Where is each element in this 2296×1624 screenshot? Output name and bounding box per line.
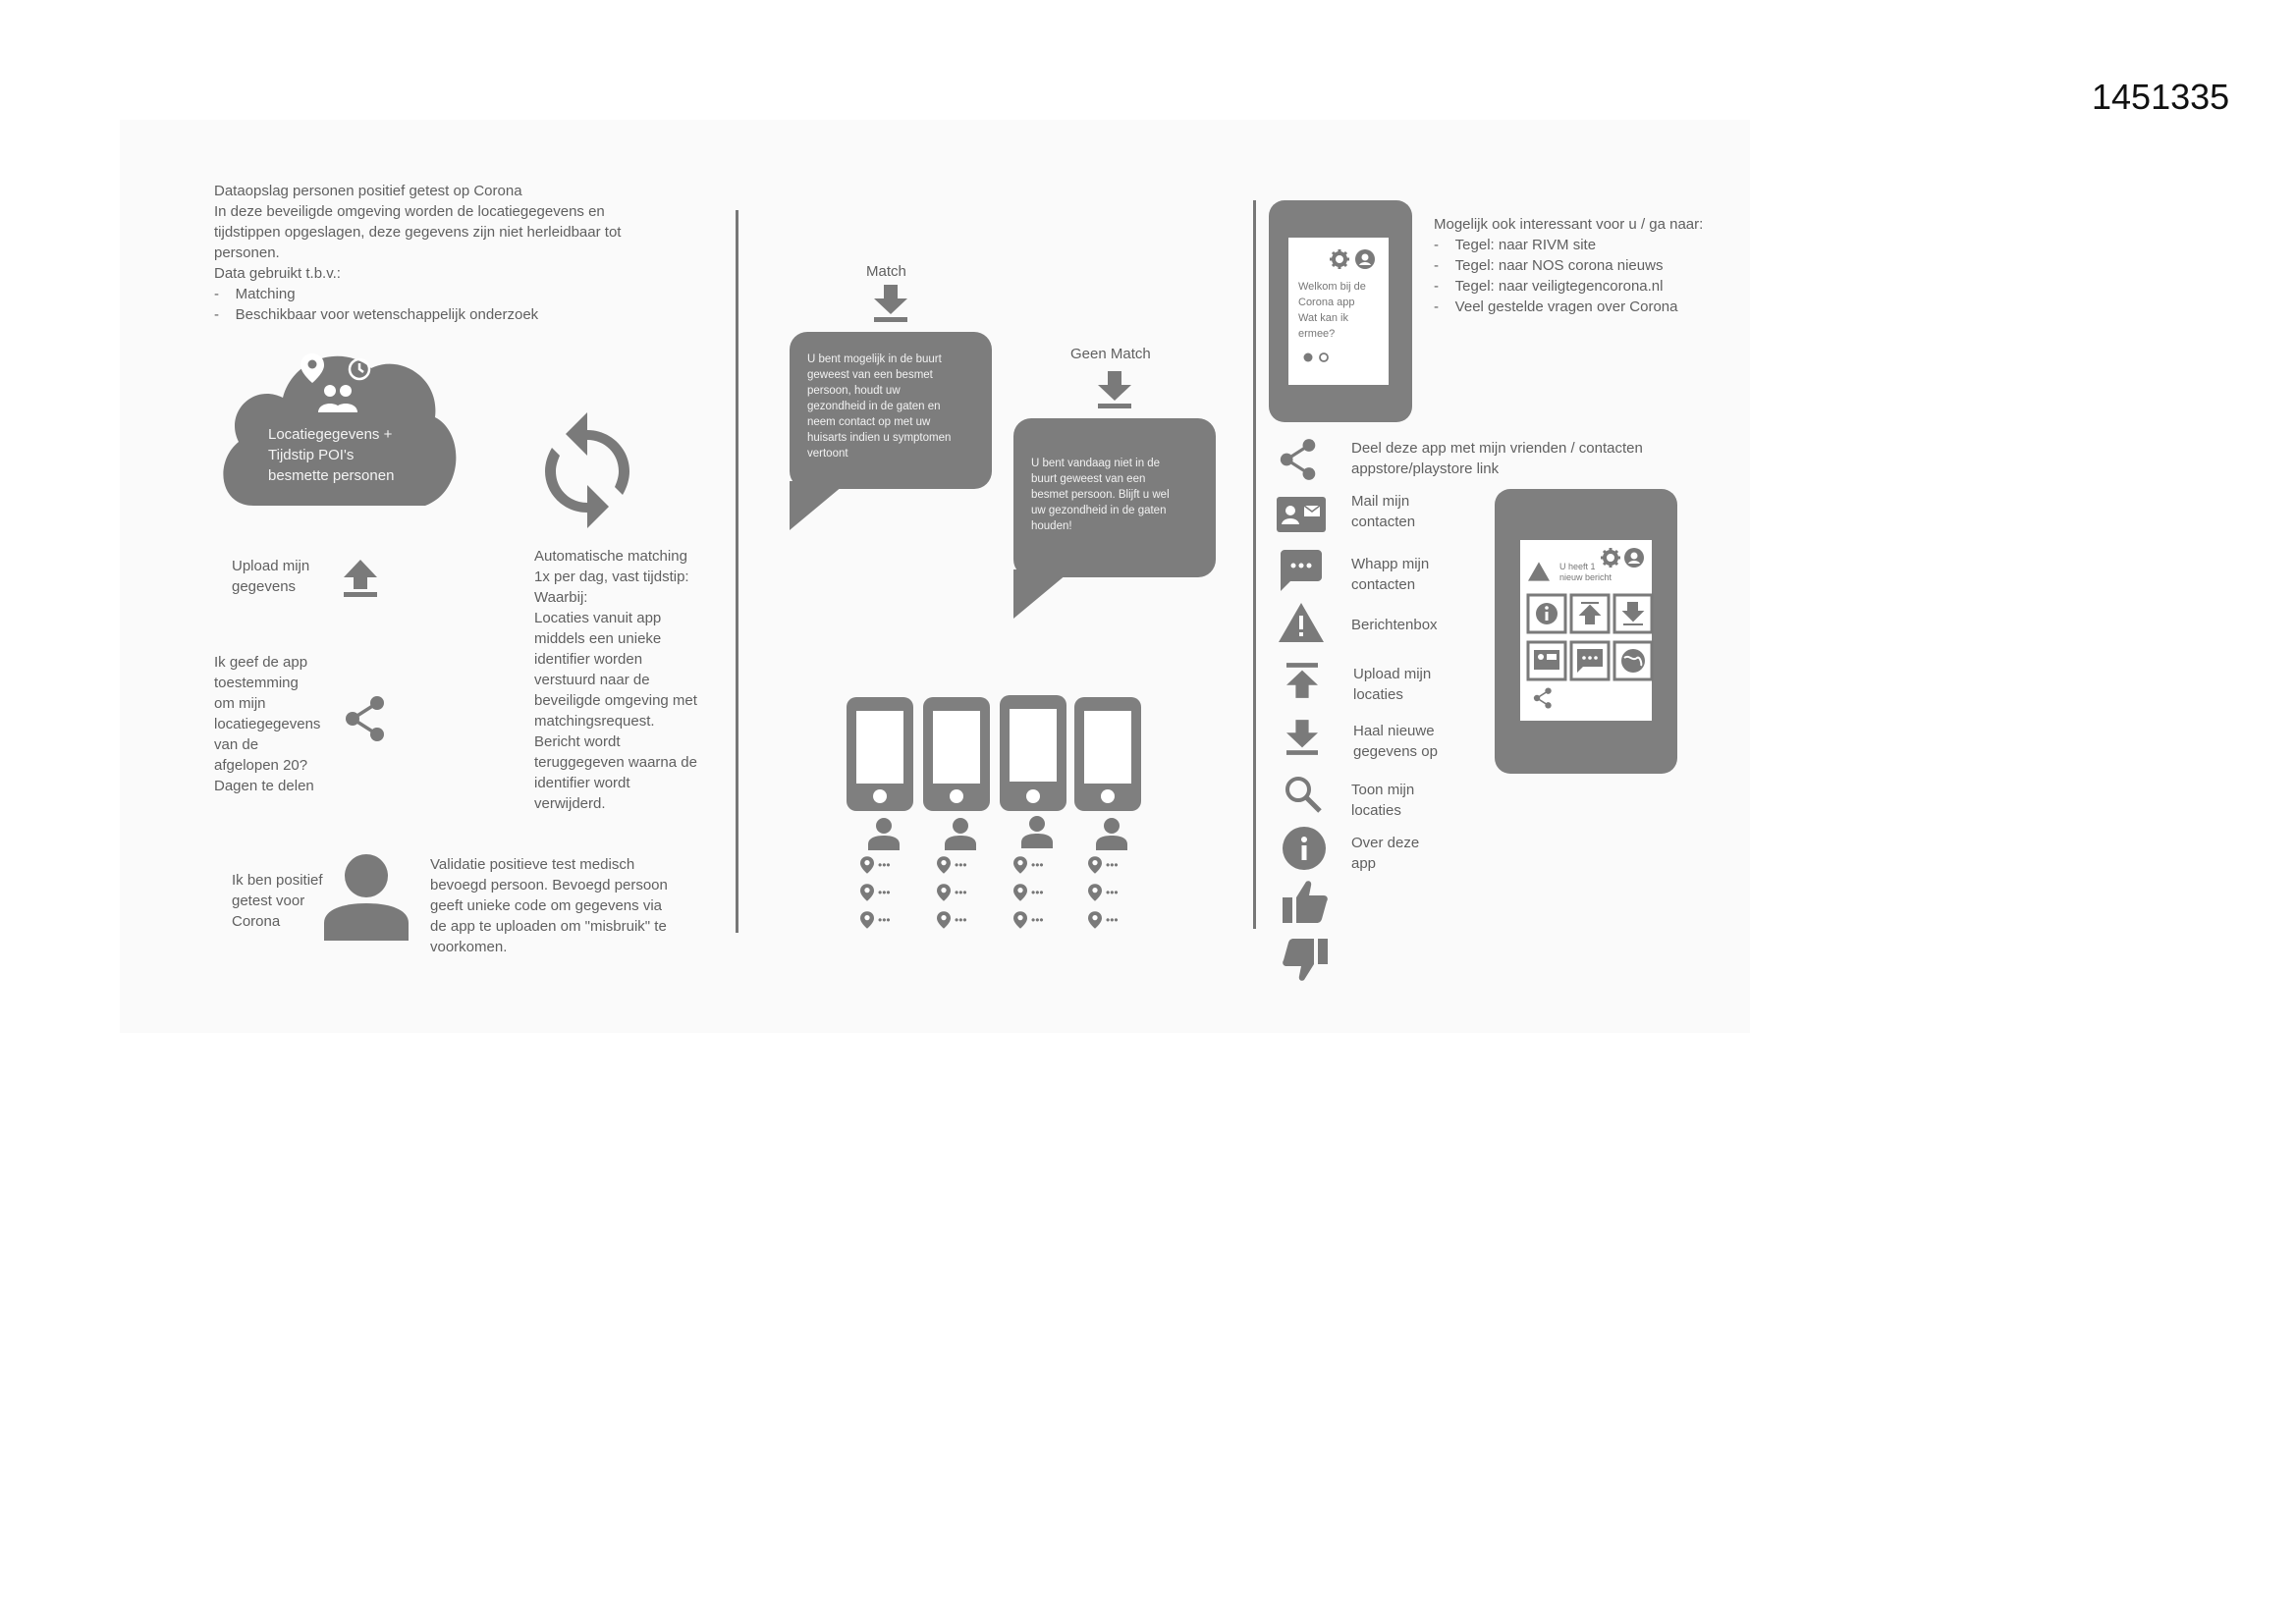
bubble-tail: [1013, 569, 1072, 619]
info-icon: [1283, 827, 1326, 870]
intro-line: In deze beveiligde omgeving worden de locatiegegevens en: [214, 203, 605, 220]
ellipsis-dots: •••: [1106, 858, 1119, 872]
pager-dots-icon: [1302, 352, 1334, 363]
about-line: Over deze: [1351, 835, 1420, 851]
share-line: appstore/playstore link: [1351, 460, 1500, 477]
share-line: Deel deze app met mijn vrienden / contacten: [1351, 440, 1643, 457]
download-arrow-icon: [1098, 371, 1131, 408]
phone-icon: [1000, 695, 1066, 811]
match-message-line: vertoont: [807, 448, 848, 460]
match-message-line: U bent mogelijk in de buurt: [807, 353, 942, 365]
phone-icon: [847, 697, 913, 811]
cloud-label-line: besmette personen: [268, 467, 395, 484]
mail-line: contacten: [1351, 514, 1416, 530]
no-match-message-line: buurt geweest van een: [1031, 473, 1146, 485]
phone-notice-line: U heeft 1: [1559, 562, 1596, 571]
intro-bullet: - Beschikbaar voor wetenschappelijk onderzoek: [214, 304, 621, 325]
location-pin-row: [1088, 884, 1119, 901]
location-pin-icon: [860, 884, 874, 901]
consent-text: [214, 652, 320, 796]
ellipsis-dots: •••: [1031, 913, 1044, 927]
share-text: [1351, 438, 1643, 479]
welcome-line: Welkom bij de: [1298, 281, 1366, 293]
location-pin-row: [860, 911, 891, 929]
upload-label: [232, 556, 309, 597]
location-pin-row: [937, 856, 967, 874]
warning-icon: [1279, 603, 1324, 642]
welcome-text: [1298, 279, 1366, 342]
thumbs-down-icon: [1283, 939, 1328, 982]
matching-line: Locaties vanuit app: [534, 610, 662, 626]
interest-item: - Tegel: naar NOS corona nieuws: [1434, 255, 1703, 276]
location-pin-icon: [1088, 911, 1102, 929]
validation-line: Validatie positieve test medisch: [430, 856, 635, 873]
clock-icon: [348, 357, 371, 381]
ellipsis-dots: •••: [878, 913, 891, 927]
divider-left: [736, 210, 738, 933]
location-pin-icon: [301, 353, 324, 383]
download-line: gegevens op: [1353, 743, 1438, 760]
ellipsis-dots: •••: [1031, 858, 1044, 872]
cloud-label-line: Locatiegegevens +: [268, 426, 393, 443]
validation-line: bevoegd persoon. Bevoegd persoon: [430, 877, 668, 893]
person-icon: [324, 852, 409, 941]
share-icon: [1279, 438, 1318, 481]
matching-line: 1x per dag, vast tijdstip:: [534, 568, 689, 585]
people-icon: [316, 383, 359, 412]
show-locations-line: Toon mijn: [1351, 782, 1415, 798]
location-pin-row: [937, 911, 967, 929]
upload-locations-text: [1353, 664, 1431, 705]
match-message-line: persoon, houdt uw: [807, 385, 901, 397]
about-text: [1351, 833, 1419, 874]
phone-icon: [923, 697, 990, 811]
no-match-message-line: uw gezondheid in de gaten: [1031, 505, 1167, 516]
mail-text: [1351, 491, 1415, 532]
upload-icon: [1286, 662, 1318, 699]
cloud-label: [268, 424, 394, 486]
matching-line: verwijderd.: [534, 795, 606, 812]
ellipsis-dots: •••: [955, 913, 967, 927]
no-match-message-bubble: [1013, 418, 1216, 577]
ellipsis-dots: •••: [1106, 886, 1119, 899]
matching-description: [534, 546, 697, 814]
warning-icon: [1528, 562, 1550, 581]
bubble-tail: [790, 481, 848, 530]
positive-line: getest voor: [232, 893, 305, 909]
validation-line: de app te uploaden om "misbruik" te: [430, 918, 667, 935]
match-message-line: geweest van een besmet: [807, 369, 933, 381]
location-pin-row: [860, 856, 891, 874]
match-message-bubble: [790, 332, 992, 489]
location-pin-row: [1013, 911, 1044, 929]
consent-line: afgelopen 20?: [214, 757, 308, 774]
consent-line: Dagen te delen: [214, 778, 314, 794]
download-line: Haal nieuwe: [1353, 723, 1435, 739]
whapp-line: Whapp mijn: [1351, 556, 1430, 572]
no-match-message-line: U bent vandaag niet in de: [1031, 458, 1161, 469]
intro-bullet: - Matching: [214, 284, 621, 304]
location-pin-row: [1013, 856, 1044, 874]
location-pin-icon: [1088, 884, 1102, 901]
show-locations-line: locaties: [1351, 802, 1401, 819]
divider-right: [1253, 200, 1256, 929]
location-pin-icon: [937, 884, 951, 901]
whapp-text: [1351, 554, 1429, 595]
validation-line: voorkomen.: [430, 939, 508, 955]
welcome-line: Corona app: [1298, 297, 1355, 308]
document-number: 1451335: [2092, 77, 2230, 117]
location-pin-row: [1088, 911, 1119, 929]
interest-item: - Tegel: naar RIVM site: [1434, 235, 1703, 255]
tile-grid: [1526, 593, 1654, 681]
upload-locations-line: locaties: [1353, 686, 1403, 703]
no-match-message-line: houden!: [1031, 520, 1072, 532]
location-pin-icon: [860, 911, 874, 929]
matching-line: Bericht wordt: [534, 733, 621, 750]
whapp-line: contacten: [1351, 576, 1416, 593]
ellipsis-dots: •••: [1031, 886, 1044, 899]
interest-item: - Tegel: naar veiligtegencorona.nl: [1434, 276, 1703, 297]
matching-line: Automatische matching: [534, 548, 687, 565]
ellipsis-dots: •••: [878, 858, 891, 872]
positive-label: [232, 870, 323, 932]
phone-icon: [1074, 697, 1141, 811]
positive-line: Ik ben positief: [232, 872, 323, 889]
intro-title: Dataopslag personen positief getest op Corona: [214, 183, 522, 199]
mail-line: Mail mijn: [1351, 493, 1410, 510]
ellipsis-dots: •••: [955, 886, 967, 899]
user-icon: [1096, 817, 1127, 850]
consent-line: toestemming: [214, 675, 299, 691]
match-message-line: huisarts indien u symptomen: [807, 432, 952, 444]
gear-icon: [1601, 548, 1620, 568]
account-icon: [1355, 249, 1375, 269]
location-pin-row: [860, 884, 891, 901]
matching-line: middels een unieke: [534, 630, 662, 647]
matching-line: identifier worden: [534, 651, 643, 668]
show-locations-text: [1351, 780, 1414, 821]
user-icon: [945, 817, 976, 850]
contact-mail-icon: [1277, 497, 1326, 532]
location-pin-icon: [937, 911, 951, 929]
location-pin-row: [1013, 884, 1044, 901]
ellipsis-dots: •••: [955, 858, 967, 872]
upload-icon: [344, 560, 377, 597]
no-match-message-line: besmet persoon. Blijft u wel: [1031, 489, 1170, 501]
chat-icon: [1281, 550, 1322, 591]
search-icon: [1285, 776, 1322, 813]
match-label: Match: [866, 263, 906, 280]
intro-line: personen.: [214, 244, 280, 261]
match-message-line: neem contact op met uw: [807, 416, 931, 428]
location-pin-row: [1088, 856, 1119, 874]
location-pin-icon: [1013, 856, 1027, 874]
validation-text: [430, 854, 668, 957]
gear-icon: [1330, 249, 1349, 269]
download-arrow-icon: [874, 285, 907, 322]
intro-line: Data gebruikt t.b.v.:: [214, 265, 341, 282]
welcome-line: Wat kan ik: [1298, 312, 1348, 324]
location-pin-icon: [1013, 911, 1027, 929]
no-match-label: Geen Match: [1070, 346, 1151, 362]
consent-line: locatiegegevens: [214, 716, 321, 732]
account-icon: [1624, 548, 1644, 568]
consent-line: Ik geef de app: [214, 654, 308, 671]
positive-line: Corona: [232, 913, 281, 930]
user-icon: [1021, 815, 1053, 848]
matching-line: beveiligde omgeving met: [534, 692, 697, 709]
cloud-label-line: Tijdstip POI's: [268, 447, 355, 463]
matching-line: Waarbij:: [534, 589, 588, 606]
upload-locations-line: Upload mijn: [1353, 666, 1432, 682]
welcome-line: ermee?: [1298, 328, 1336, 340]
about-line: app: [1351, 855, 1377, 872]
location-pin-icon: [1013, 884, 1027, 901]
validation-line: geeft unieke code om gegevens via: [430, 897, 662, 914]
match-message-line: gezondheid in de gaten en: [807, 401, 941, 412]
intro-line: tijdstippen opgeslagen, deze gegevens zijn niet herleidbaar tot: [214, 224, 622, 241]
ellipsis-dots: •••: [1106, 913, 1119, 927]
location-pin-icon: [1088, 856, 1102, 874]
consent-line: van de: [214, 736, 259, 753]
inbox-label: Berichtenbox: [1351, 617, 1438, 633]
matching-line: identifier wordt: [534, 775, 630, 791]
consent-line: om mijn: [214, 695, 266, 712]
phone-notice-line: nieuw bericht: [1559, 572, 1613, 582]
share-icon: [344, 695, 387, 742]
location-pin-row: [937, 884, 967, 901]
sync-icon: [542, 412, 632, 528]
location-pin-icon: [937, 856, 951, 874]
download-text: [1353, 721, 1438, 762]
upload-label-line: gegevens: [232, 578, 297, 595]
matching-line: matchingsrequest.: [534, 713, 655, 730]
share-icon: [1532, 687, 1554, 709]
interest-item: - Veel gestelde vragen over Corona: [1434, 297, 1703, 317]
thumbs-up-icon: [1283, 880, 1328, 923]
upload-label-line: Upload mijn: [232, 558, 310, 574]
ellipsis-dots: •••: [878, 886, 891, 899]
location-pin-icon: [860, 856, 874, 874]
matching-line: verstuurd naar de: [534, 672, 650, 688]
user-icon: [868, 817, 900, 850]
matching-line: teruggegeven waarna de: [534, 754, 697, 771]
intro-block: [214, 181, 621, 325]
download-icon: [1286, 719, 1318, 756]
interest-block: [1434, 214, 1703, 317]
interest-title: Mogelijk ook interessant voor u / ga naar:: [1434, 216, 1704, 233]
